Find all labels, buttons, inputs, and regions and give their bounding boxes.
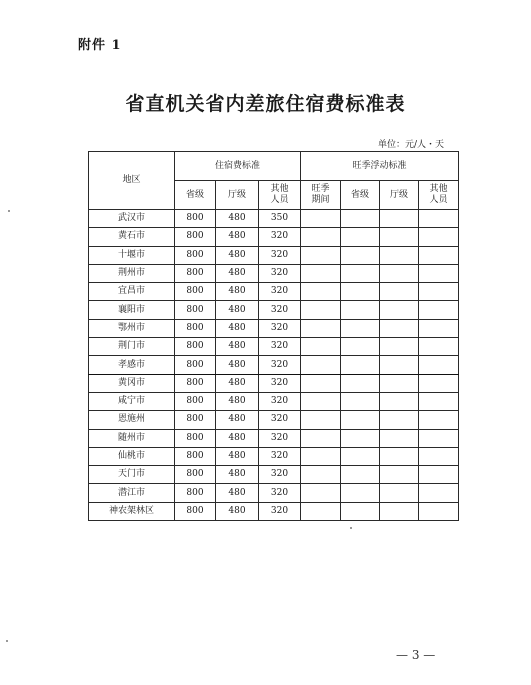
cell-peak-empty [380,356,419,374]
table-row [89,374,459,392]
cell-peak-empty [341,228,380,246]
cell-peak-empty [419,447,459,465]
scan-speck [8,210,10,212]
cell-department: 480 [216,484,259,502]
cell-region: 荆州市 [89,264,175,282]
cell-peak-empty [380,228,419,246]
cell-provincial: 800 [175,484,216,502]
cell-peak-empty [419,228,459,246]
table-row [89,429,459,447]
scan-speck [350,527,352,529]
cell-department: 480 [216,338,259,356]
cell-provincial: 800 [175,264,216,282]
column-header: 省级 [341,181,380,210]
cell-provincial: 800 [175,429,216,447]
table-row [89,283,459,301]
cell-department: 480 [216,356,259,374]
cell-department: 480 [216,392,259,410]
column-header: 其他 人员 [419,181,459,210]
cell-peak-empty [419,356,459,374]
cell-other: 320 [259,502,301,520]
table-row [89,466,459,484]
cell-peak-empty [341,411,380,429]
cell-peak-empty [419,301,459,319]
cell-other: 320 [259,264,301,282]
cell-department: 480 [216,319,259,337]
cell-peak-empty [341,392,380,410]
cell-region: 随州市 [89,429,175,447]
cell-other: 320 [259,319,301,337]
cell-provincial: 800 [175,338,216,356]
lodging-group-header: 住宿费标准 [175,152,301,181]
cell-peak-empty [301,283,341,301]
cell-peak-empty [380,466,419,484]
cell-department: 480 [216,466,259,484]
cell-peak-empty [380,374,419,392]
column-header: 其他 人员 [259,181,301,210]
cell-peak-empty [341,374,380,392]
cell-provincial: 800 [175,301,216,319]
unit-label: 单位：元/人・天 [378,140,445,150]
cell-peak-empty [301,264,341,282]
cell-other: 320 [259,301,301,319]
scan-speck [6,640,8,642]
cell-peak-empty [301,356,341,374]
cell-peak-empty [380,447,419,465]
cell-provincial: 800 [175,283,216,301]
table-row [89,301,459,319]
cell-other: 320 [259,246,301,264]
cell-peak-empty [380,210,419,228]
cell-department: 480 [216,411,259,429]
cell-region: 宜昌市 [89,283,175,301]
cell-department: 480 [216,283,259,301]
table-row [89,447,459,465]
cell-provincial: 800 [175,210,216,228]
cell-other: 320 [259,356,301,374]
table-row [89,411,459,429]
cell-peak-empty [341,429,380,447]
cell-region: 黄冈市 [89,374,175,392]
cell-peak-empty [301,466,341,484]
cell-peak-empty [380,411,419,429]
cell-peak-empty [380,319,419,337]
cell-peak-empty [419,466,459,484]
cell-peak-empty [380,429,419,447]
table-row [89,356,459,374]
cell-peak-empty [419,210,459,228]
document-title: 省直机关省内差旅住宿费标准表 [125,93,406,115]
cell-peak-empty [341,447,380,465]
cell-other: 320 [259,447,301,465]
cell-peak-empty [419,338,459,356]
page-number: — 3 — [396,648,436,662]
cell-provincial: 800 [175,246,216,264]
cell-provincial: 800 [175,466,216,484]
cell-peak-empty [301,502,341,520]
cell-department: 480 [216,429,259,447]
column-header: 厅级 [216,181,259,210]
lodging-standard-table [88,151,459,521]
cell-other: 350 [259,210,301,228]
cell-peak-empty [301,374,341,392]
column-header: 省级 [175,181,216,210]
table-row [89,264,459,282]
cell-peak-empty [341,283,380,301]
cell-region: 咸宁市 [89,392,175,410]
cell-department: 480 [216,228,259,246]
cell-region: 孝感市 [89,356,175,374]
cell-peak-empty [341,484,380,502]
cell-peak-empty [301,319,341,337]
cell-peak-empty [380,338,419,356]
table-row [89,502,459,520]
cell-peak-empty [341,210,380,228]
table-row [89,228,459,246]
cell-provincial: 800 [175,319,216,337]
cell-region: 武汉市 [89,210,175,228]
cell-department: 480 [216,264,259,282]
table-row [89,319,459,337]
cell-provincial: 800 [175,374,216,392]
cell-peak-empty [341,356,380,374]
table-row [89,484,459,502]
cell-peak-empty [301,392,341,410]
cell-peak-empty [341,466,380,484]
column-header: 厅级 [380,181,419,210]
cell-region: 襄阳市 [89,301,175,319]
cell-peak-empty [380,484,419,502]
cell-region: 神农架林区 [89,502,175,520]
attachment-label: 附件 1 [78,38,122,53]
cell-peak-empty [301,210,341,228]
cell-department: 480 [216,374,259,392]
cell-peak-empty [301,411,341,429]
cell-other: 320 [259,466,301,484]
cell-region: 天门市 [89,466,175,484]
cell-peak-empty [301,447,341,465]
cell-provincial: 800 [175,356,216,374]
cell-peak-empty [419,484,459,502]
cell-peak-empty [419,429,459,447]
cell-peak-empty [380,502,419,520]
cell-department: 480 [216,246,259,264]
table-row [89,338,459,356]
cell-peak-empty [301,228,341,246]
cell-peak-empty [419,374,459,392]
cell-peak-empty [301,246,341,264]
cell-peak-empty [419,502,459,520]
peak-group-header: 旺季浮动标准 [301,152,459,181]
cell-provincial: 800 [175,447,216,465]
cell-region: 恩施州 [89,411,175,429]
cell-peak-empty [380,301,419,319]
cell-peak-empty [301,338,341,356]
cell-region: 黄石市 [89,228,175,246]
cell-peak-empty [380,264,419,282]
cell-other: 320 [259,484,301,502]
cell-other: 320 [259,338,301,356]
cell-department: 480 [216,502,259,520]
cell-region: 潜江市 [89,484,175,502]
cell-peak-empty [301,484,341,502]
cell-peak-empty [301,301,341,319]
cell-department: 480 [216,301,259,319]
cell-peak-empty [380,392,419,410]
cell-peak-empty [419,283,459,301]
cell-peak-empty [419,319,459,337]
cell-peak-empty [341,319,380,337]
cell-provincial: 800 [175,228,216,246]
cell-region: 十堰市 [89,246,175,264]
column-header: 旺季 期间 [301,181,341,210]
cell-peak-empty [341,301,380,319]
cell-peak-empty [419,411,459,429]
cell-provincial: 800 [175,392,216,410]
cell-other: 320 [259,429,301,447]
cell-peak-empty [419,246,459,264]
cell-provincial: 800 [175,502,216,520]
cell-region: 鄂州市 [89,319,175,337]
cell-provincial: 800 [175,411,216,429]
cell-peak-empty [419,264,459,282]
cell-peak-empty [341,502,380,520]
cell-peak-empty [419,392,459,410]
cell-department: 480 [216,447,259,465]
cell-peak-empty [341,338,380,356]
table-row [89,210,459,228]
table-row [89,392,459,410]
cell-other: 320 [259,411,301,429]
table-row [89,246,459,264]
cell-peak-empty [301,429,341,447]
cell-peak-empty [341,264,380,282]
cell-other: 320 [259,228,301,246]
cell-other: 320 [259,283,301,301]
cell-region: 仙桃市 [89,447,175,465]
cell-peak-empty [380,283,419,301]
cell-other: 320 [259,392,301,410]
cell-other: 320 [259,374,301,392]
cell-region: 荆门市 [89,338,175,356]
cell-department: 480 [216,210,259,228]
cell-peak-empty [341,246,380,264]
cell-peak-empty [380,246,419,264]
region-header: 地区 [89,152,175,210]
